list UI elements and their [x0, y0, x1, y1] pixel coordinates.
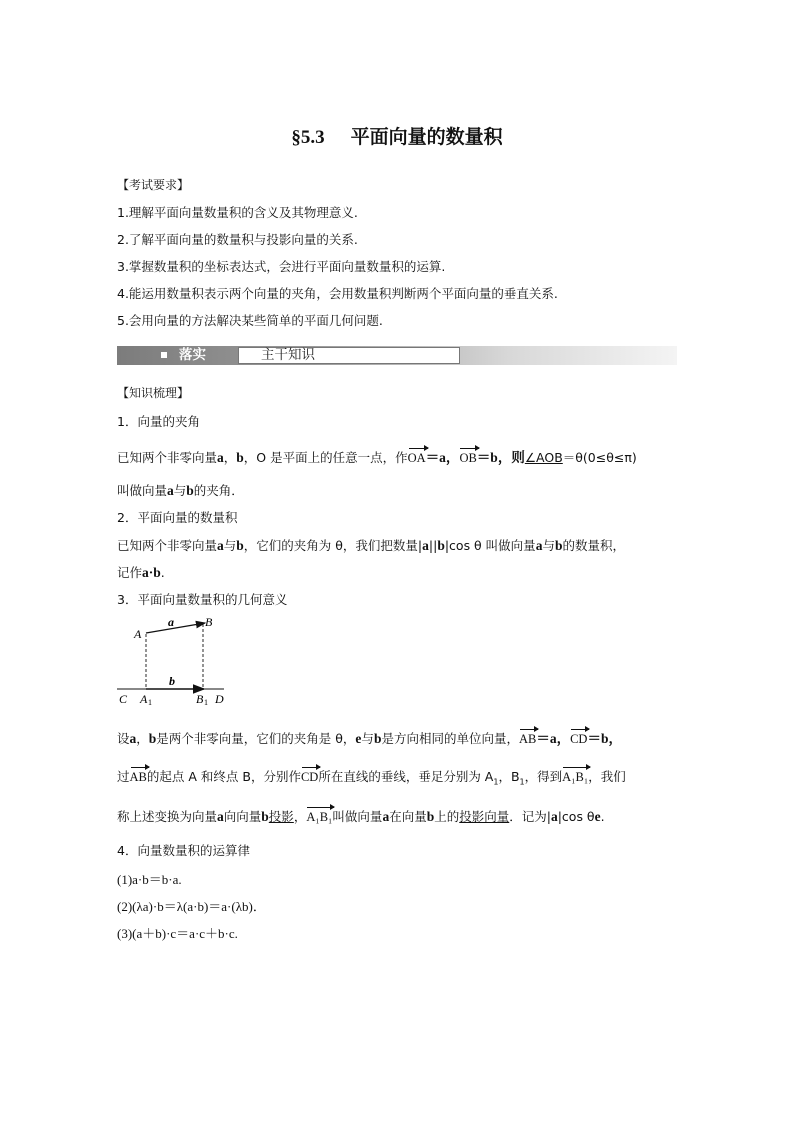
law-3: (3)(a＋b)·c＝a·c＋b·c.	[117, 926, 238, 941]
exam-req-item-1: 1.理解平面向量数量积的含义及其物理意义.	[117, 205, 358, 220]
vector-CD: CD	[570, 732, 588, 746]
label-b: b	[169, 674, 175, 688]
term-projection: 投影	[268, 809, 294, 824]
banner-label-primary: 落实	[179, 347, 206, 363]
vector-A1B1: A₁B₁	[562, 770, 589, 784]
exam-req-item-4: 4.能运用数量积表示两个向量的夹角，会用数量积判断两个平面向量的垂直关系.	[117, 286, 558, 301]
heading-dot-product: 2．平面向量的数量积	[117, 510, 238, 525]
label-a: a	[168, 615, 174, 629]
vector-OB: OB	[459, 451, 477, 465]
section-number: §5.3	[291, 127, 325, 148]
label-B1: B	[196, 692, 204, 706]
banner-label-secondary: 主干知识	[238, 347, 460, 364]
knowledge-label: 【知识梳理】	[117, 386, 190, 400]
geo-line-1: 设a，b是两个非零向量，它们的夹角是 θ，e与b是方向相同的单位向量，AB＝a，CD＝b，	[117, 731, 622, 746]
exam-req-label: 【考试要求】	[117, 178, 190, 192]
banner-square-icon	[161, 352, 167, 358]
term-projection-vector: 投影向量	[459, 809, 510, 824]
page-title	[0, 122, 794, 149]
geo-line-3: 称上述变换为向量a向向量b投影，A₁B₁叫做向量a在向量b上的投影向量．记为|a|cos θe.	[117, 809, 605, 824]
angle-def-line-2: 叫做向量a与b的夹角．	[117, 483, 244, 498]
label-D: D	[215, 692, 224, 706]
label-A1: A	[140, 692, 148, 706]
law-1: (1)a·b＝b·a.	[117, 872, 182, 887]
label-A1-sub: 1	[148, 698, 152, 707]
vector-OA: OA	[407, 451, 426, 465]
vector-CD-2: CD	[300, 770, 319, 784]
projection-diagram	[114, 612, 244, 708]
heading-geometric-meaning: 3．平面向量数量积的几何意义	[117, 592, 288, 607]
angle-AOB: ∠AOB	[524, 450, 563, 465]
exam-req-item-5: 5.会用向量的方法解决某些简单的平面几何问题.	[117, 313, 383, 328]
angle-def-line-1: 已知两个非零向量a，b，O 是平面上的任意一点，作OA＝a，OB＝b，则∠AOB＝θ(0≤θ≤π)	[117, 450, 637, 465]
exam-req-item-3: 3.掌握数量积的坐标表达式，会进行平面向量数量积的运算.	[117, 259, 446, 274]
dot-def-line-2: 记作a·b.	[117, 565, 165, 580]
vector-A1B1-2: A₁B₁	[306, 810, 333, 824]
exam-req-item-2: 2.了解平面向量的数量积与投影向量的关系.	[117, 232, 358, 247]
vector-AB-2: AB	[129, 770, 147, 784]
label-B1-sub: 1	[204, 698, 208, 707]
geo-line-2: 过AB的起点 A 和终点 B，分别作CD所在直线的垂线，垂足分别为 $A_1$，$B_1$，得到A₁B₁，我们	[117, 769, 626, 787]
section-banner	[117, 346, 677, 365]
label-C: C	[119, 692, 128, 706]
vector-a-arrow	[146, 623, 205, 633]
label-B: B	[205, 615, 213, 629]
label-A: A	[134, 627, 142, 641]
law-2: (2)(λa)·b＝λ(a·b)＝a·(λb)．	[117, 899, 266, 914]
heading-angle: 1．向量的夹角	[117, 414, 200, 429]
dot-def-line-1: 已知两个非零向量a与b，它们的夹角为 θ，我们把数量|a||b|cos θ 叫做向量a与b的数量积，	[117, 538, 625, 553]
vector-AB: AB	[518, 732, 537, 746]
section-title: 平面向量的数量积	[350, 126, 503, 148]
heading-laws: 4．向量数量积的运算律	[117, 843, 250, 858]
